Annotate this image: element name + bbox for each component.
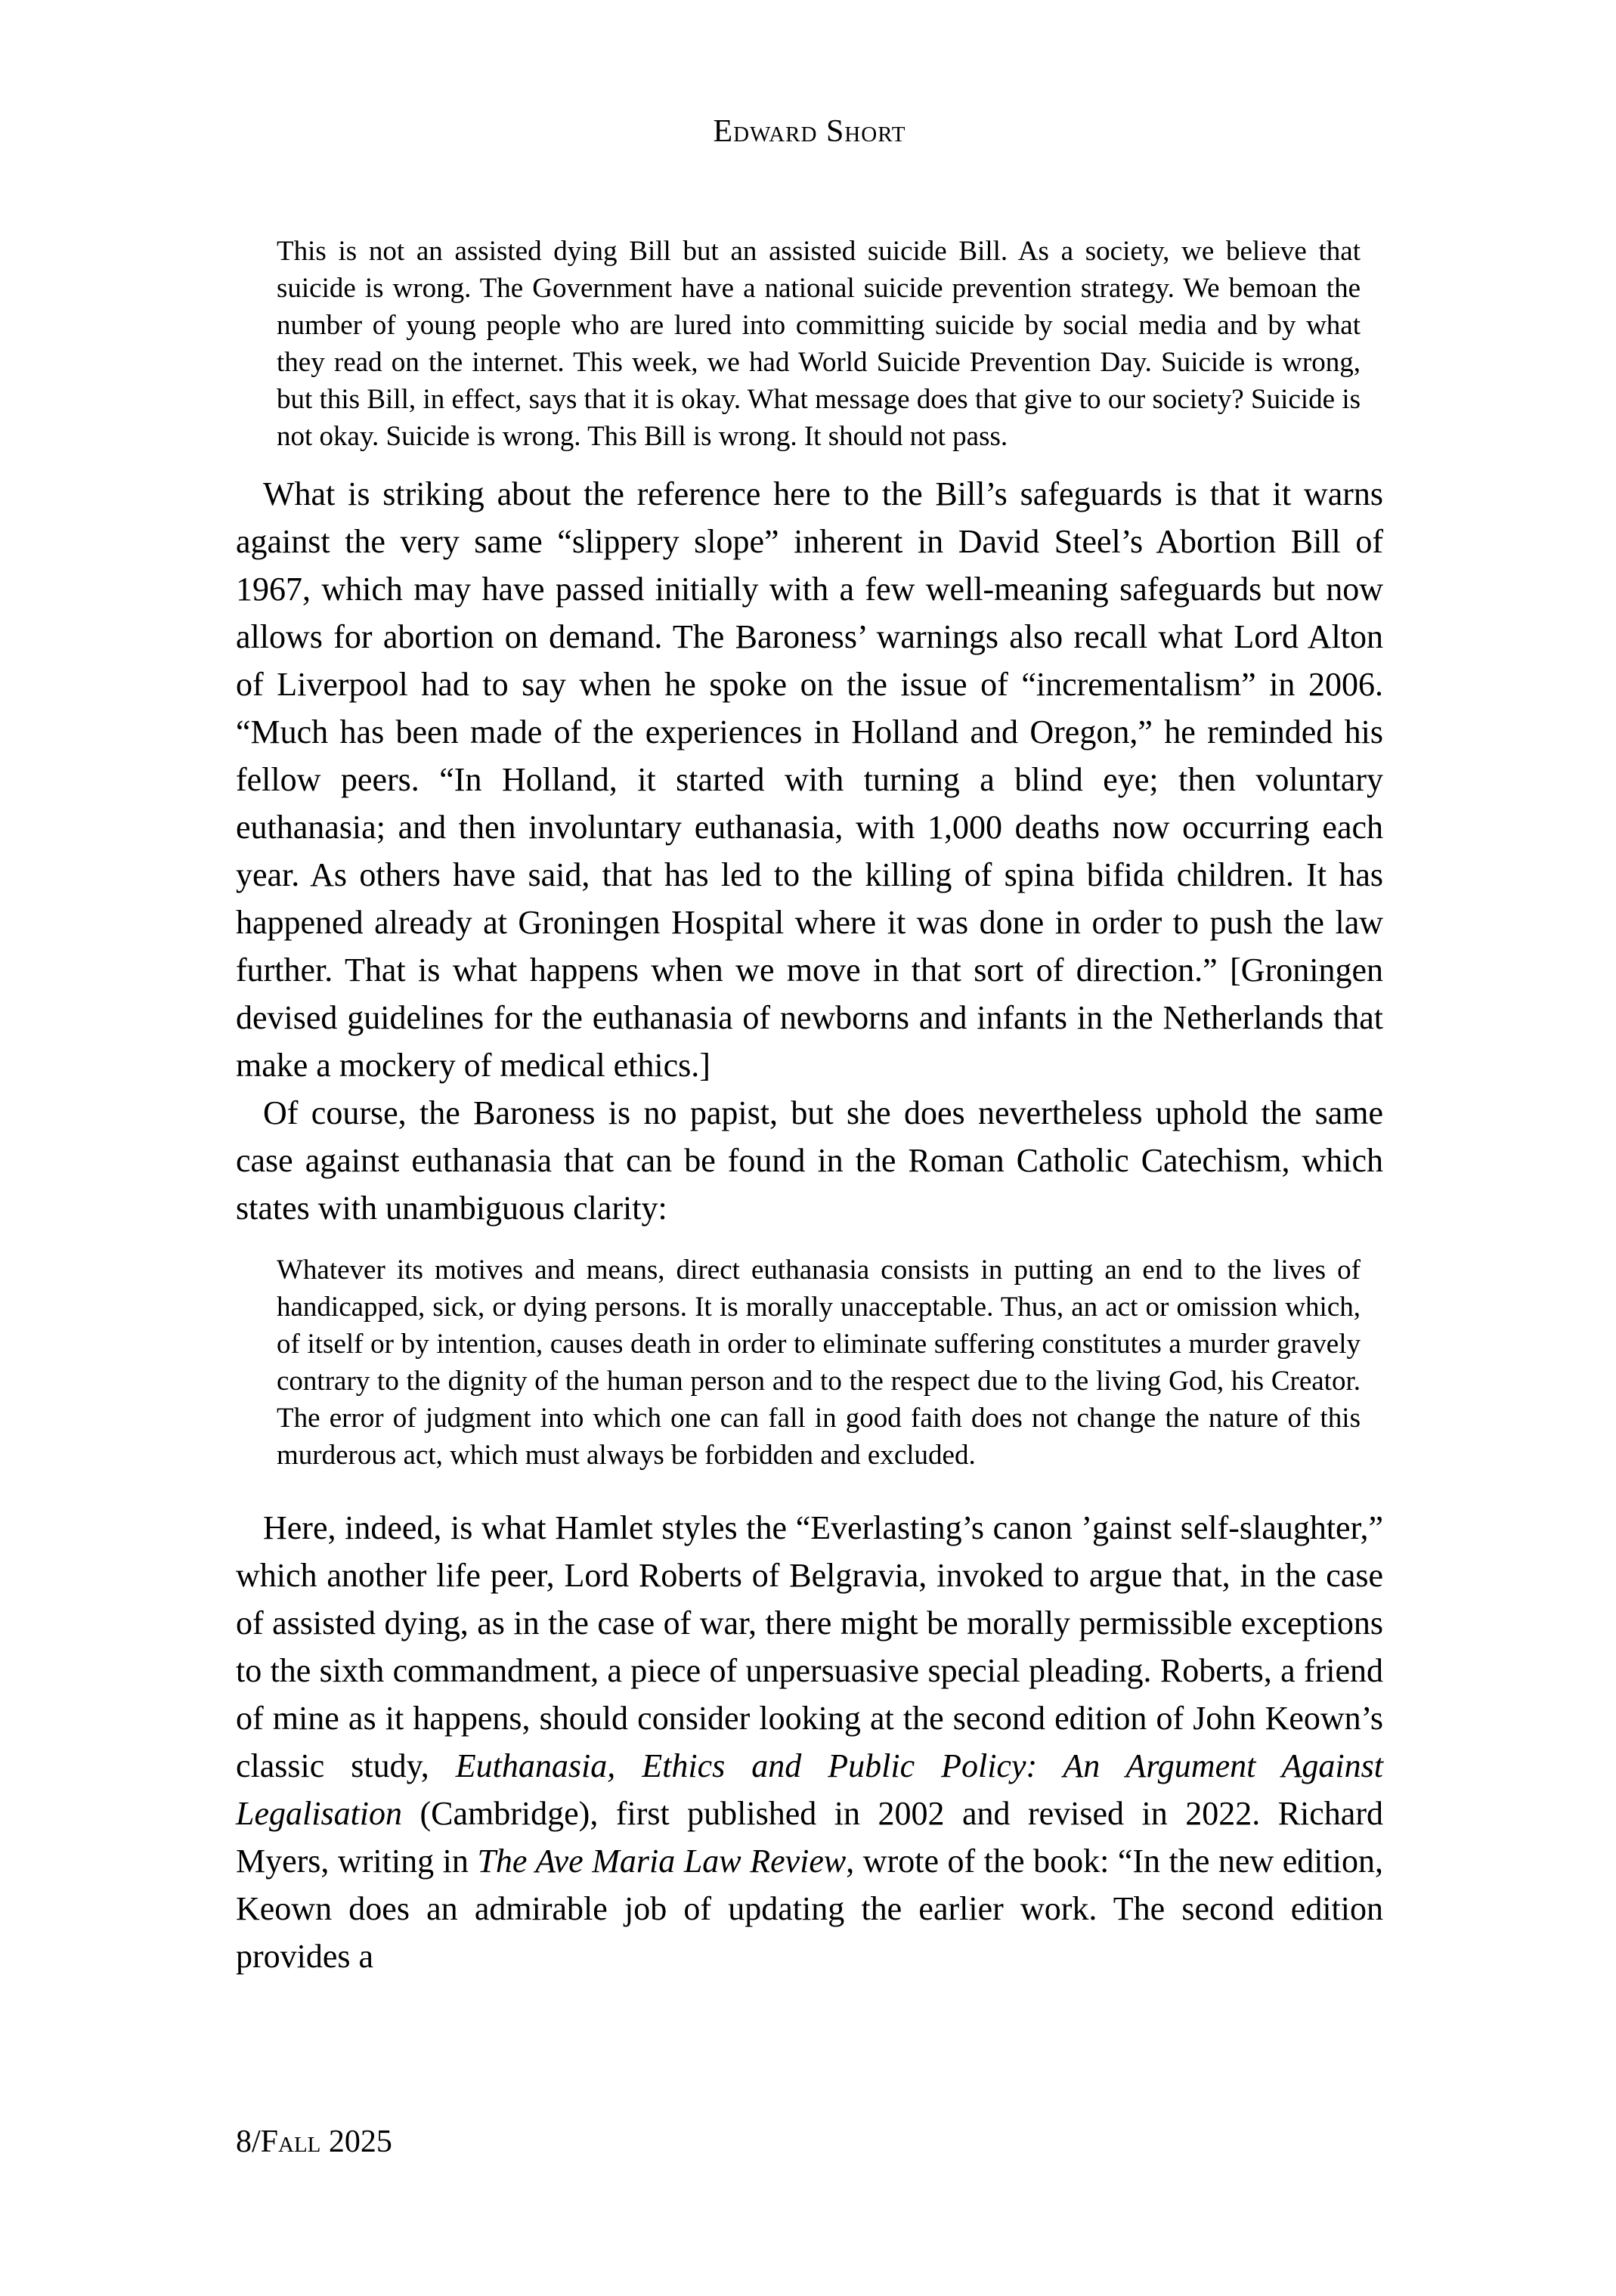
book-title-euthanasia-ethics: Euthanasia, Ethics and Public Policy: An Argument Against Legalisation [236,1747,1383,1832]
paragraph-hamlet [236,1504,1383,1980]
author-running-head: Edward Short [713,114,906,149]
journal-title-ave-maria-law-review: The Ave Maria Law Review [477,1843,847,1880]
text-column [236,0,1383,1980]
opening-speech-blockquote: This is not an assisted dying Bill but an assisted suicide Bill. As a society, we believe that suicide is wrong. The Government have a national suicide prevention strategy. We bemoan the number of young people who are lured into committing suicide by social media and by what they read on the internet. This week, we had World Suicide Prevention Day. Suicide is wrong, but this Bill, in effect, says that it is okay. What message does that give to our society? Suicide is not okay. Suicide is wrong. This Bill is wrong. It should not pass. [277,236,1361,452]
page-number-folio: 8/Fall 2025 [236,2124,392,2159]
paragraph-hamlet-run-3: , wrote of the book: “In the new edition, Keown does an admirable job of updating the earlier work. The second edition provides a [236,1843,1383,1975]
paragraph-baroness: Of course, the Baroness is no papist, but she does nevertheless uphold the same case against euthanasia that can be found in the Roman Catholic Catechism, which states with unambiguous clarity: [236,1094,1383,1227]
paragraph-hamlet-run-1: Here, indeed, is what Hamlet styles the “Everlasting’s canon ’gainst self-slaughter,” which another life peer, Lord Roberts of Belgravia, invoked to argue that, in the case of assisted dying, as in the case of war, there might be morally permissible exceptions to the sixth commandment, a piece of unpersuasive special pleading. Roberts, a friend of mine as it happens, should consider looking at the second edition of John Keown’s classic study, [236,1509,1383,1784]
catechism-blockquote: Whatever its motives and means, direct euthanasia consists in putting an end to the lives of handicapped, sick, or dying persons. It is morally unacceptable. Thus, an act or omission which, of itself or by intention, causes death in order to eliminate suffering constitutes a murder gravely contrary to the dignity of the human person and to the respect due to the living God, his Creator. The error of judgment into which one can fall in good faith does not change the nature of this murderous act, which must always be forbidden and excluded. [277,1255,1361,1471]
paragraph-hamlet-run-2: (Cambridge), first published in 2002 and revised in 2022. Richard Myers, writing in [236,1795,1383,1880]
paragraph-safeguards: What is striking about the reference here to the Bill’s safeguards is that it warns against the very same “slippery slope” inherent in David Steel’s Abortion Bill of 1967, which may have passed initially with a few well-meaning safeguards but now allows for abortion on demand. The Baroness’ warnings also recall what Lord Alton of Liverpool had to say when he spoke on the issue of “incrementalism” in 2006. “Much has been made of the experiences in Holland and Oregon,” he reminded his fellow peers. “In Holland, it started with turning a blind eye; then voluntary euthanasia; and then involuntary euthanasia, with 1,000 deaths now occurring each year. As others have said, that has led to the killing of spina bifida children. It has happened already at Groningen Hospital where it was done in order to push the law further. That is what happens when we move in that sort of direction.” [Groningen devised guidelines for the euthanasia of newborns and infants in the Netherlands that make a mockery of medical ethics.] [236,475,1383,1084]
